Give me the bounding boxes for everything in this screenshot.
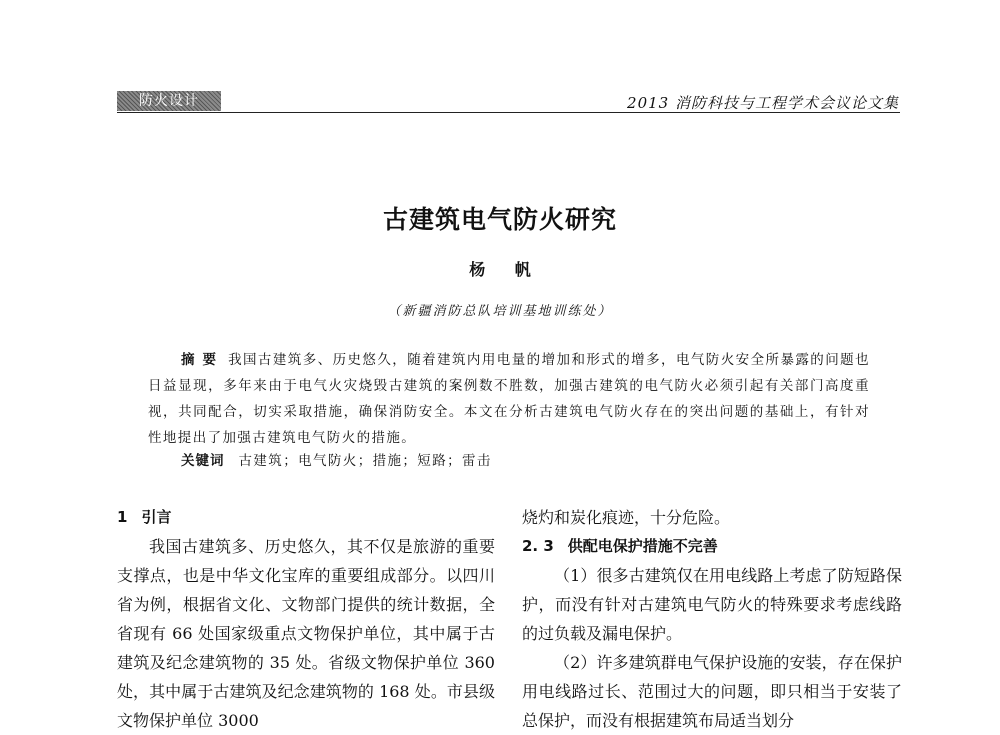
abstract-text: 我国古建筑多、历史悠久，随着建筑内用电量的增加和形式的增多，电气防火安全所暴露的问题也日益显现，多年来由于电气火灾烧毁古建筑的案例数不胜数，加强古建筑的电气防火必须引起有关部门高度重视，共同配合，切实采取措施，确保消防安全。本文在分析古建筑电气防火存在的突出问题的基础上，有针对性地提出了加强古建筑电气防火的措施。 xyxy=(148,352,870,446)
header-divider xyxy=(117,112,900,113)
journal-title: 2013 消防科技与工程学术会议论文集 xyxy=(627,94,899,112)
keywords xyxy=(181,451,492,471)
body-paragraph: （1）很多古建筑仅在用电线路上考虑了防短路保护，而没有针对古建筑电气防火的特殊要求考虑线路的过负载及漏电保护。 xyxy=(522,566,902,643)
author-name: 杨 帆 xyxy=(469,260,543,279)
author-affiliation: （新疆消防总队培训基地训练处） xyxy=(387,304,613,319)
body-paragraph: （2）许多建筑群电气保护设施的安装，存在保护用电线路过长、范围过大的问题，即只相当于安装了总保护，而没有根据建筑布局适当划分 xyxy=(522,653,902,730)
abstract-label: 摘要 xyxy=(181,352,225,368)
abstract xyxy=(148,347,870,451)
left-column xyxy=(117,503,495,735)
section-heading-introduction xyxy=(117,503,495,532)
right-column xyxy=(522,503,902,735)
section-title: 引言 xyxy=(141,508,172,526)
section-title: 供配电保护措施不完善 xyxy=(567,537,718,555)
paper-title: 古建筑电气防火研究 xyxy=(382,205,617,234)
section-tag: 防火设计 xyxy=(117,91,221,111)
keywords-label: 关键词 xyxy=(181,453,225,469)
keywords-text: 古建筑；电气防火；措施；短路；雷击 xyxy=(238,453,492,469)
body-paragraph: 我国古建筑多、历史悠久，其不仅是旅游的重要支撑点，也是中华文化宝库的重要组成部分。以四川省为例，根据省文化、文物部门提供的统计数据，全省现有 66 处国家级重点文物保护单位，其中属于古建筑及纪念建筑物的 35 处。省级文物保护单位 360 处，其中属于古建筑及纪念建筑物的 168 处。市县级文物保护单位 3000 xyxy=(117,537,495,730)
section-number: 2. 3 xyxy=(522,537,554,555)
section-number: 1 xyxy=(117,508,128,526)
body-paragraph-continued: 烧灼和炭化痕迹，十分危险。 xyxy=(522,508,731,527)
section-heading-2-3 xyxy=(522,532,902,561)
